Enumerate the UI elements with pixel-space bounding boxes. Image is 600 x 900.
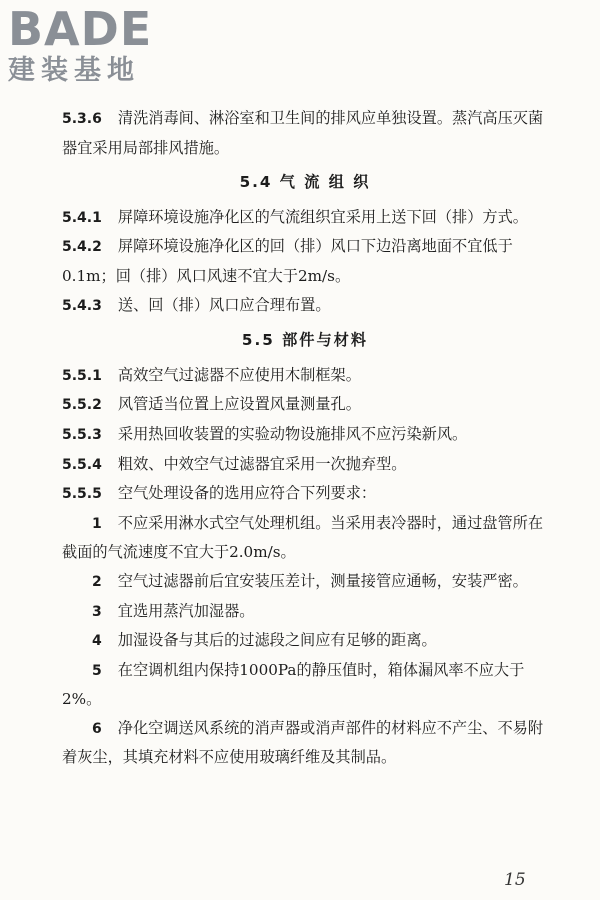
clause-text: 清洗消毒间、淋浴室和卫生间的排风应单独设置。蒸汽高压灭菌器宜采用局部排风措施。 xyxy=(62,109,544,157)
item-text: 在空调机组内保持1000Pa的静压值时，箱体漏风率不应大于2%。 xyxy=(62,660,525,709)
item-text: 净化空调送风系统的消声器或消声部件的材料应不产尘、不易附着灰尘，其填充材料不应使用玻璃纤维及其制品。 xyxy=(62,718,543,767)
item-number: 2 xyxy=(92,573,102,590)
clause-number: 5.5.1 xyxy=(62,367,102,384)
clause-text: 粗效、中效空气过滤器宜采用一次抛弃型。 xyxy=(117,454,407,473)
item-number: 6 xyxy=(92,720,102,737)
item-number: 5 xyxy=(92,662,102,679)
clause-text: 送、回（排）风口应合理布置。 xyxy=(117,295,331,314)
clause-number: 5.4.1 xyxy=(62,209,102,226)
clause-text: 高效空气过滤器不应使用木制框架。 xyxy=(117,365,361,384)
clause-number: 5.5.5 xyxy=(62,486,102,503)
logo-wordmark: BADE xyxy=(8,2,153,56)
clause-text: 屏障环境设施净化区的气流组织宜采用上送下回（排）方式。 xyxy=(117,207,528,226)
clause-text: 采用热回收装置的实验动物设施排风不应污染新风。 xyxy=(117,424,468,443)
item-text: 空气过滤器前后宜安装压差计，测量接管应通畅，安装严密。 xyxy=(117,571,528,590)
item-number: 4 xyxy=(92,633,102,650)
clause-5-4-2 xyxy=(62,232,548,290)
clause-text: 风管适当位置上应设置风量测量孔。 xyxy=(117,395,361,414)
list-item-6 xyxy=(62,714,548,772)
clause-5-5-1 xyxy=(62,361,548,391)
clause-5-4-3 xyxy=(62,291,548,321)
item-number: 1 xyxy=(92,515,102,532)
clause-5-5-4 xyxy=(62,450,548,480)
clause-number: 5.5.2 xyxy=(62,397,102,414)
clause-text: 空气处理设备的选用应符合下列要求： xyxy=(117,484,377,503)
clause-number: 5.5.3 xyxy=(62,426,102,443)
clause-5-5-2 xyxy=(62,390,548,420)
clause-number: 5.5.4 xyxy=(62,456,102,473)
clause-5-4-1 xyxy=(62,203,548,233)
item-text: 加湿设备与其后的过滤段之间应有足够的距离。 xyxy=(117,631,437,650)
clause-number: 5.4.2 xyxy=(62,239,102,256)
list-item-1 xyxy=(62,509,548,567)
logo-subtitle: 建装基地 xyxy=(8,55,140,86)
list-item-2 xyxy=(62,567,548,597)
clause-text: 屏障环境设施净化区的回（排）风口下边沿离地面不宜低于0.1m；回（排）风口风速不宜大于2m/s。 xyxy=(62,237,513,285)
document-body xyxy=(62,104,548,772)
item-text: 不应采用淋水式空气处理机组。当采用表冷器时，通过盘管所在截面的气流速度不宜大于2.0m/s。 xyxy=(62,513,543,562)
clause-5-3-6 xyxy=(62,104,548,162)
list-item-5 xyxy=(62,656,548,714)
clause-5-5-3 xyxy=(62,420,548,450)
page-number: 15 xyxy=(504,870,526,890)
bade-logo xyxy=(8,4,178,88)
clause-number: 5.3.6 xyxy=(62,111,102,127)
list-item-3 xyxy=(62,597,548,627)
section-heading-5-4: 5.4 气 流 组 织 xyxy=(239,173,371,192)
list-item-4 xyxy=(62,626,548,656)
clause-5-5-5 xyxy=(62,479,548,509)
clause-number: 5.4.3 xyxy=(62,297,102,314)
item-number: 3 xyxy=(92,603,102,620)
section-heading-5-5: 5.5 部件与材料 xyxy=(241,331,369,350)
item-text: 宜选用蒸汽加湿器。 xyxy=(117,601,255,620)
